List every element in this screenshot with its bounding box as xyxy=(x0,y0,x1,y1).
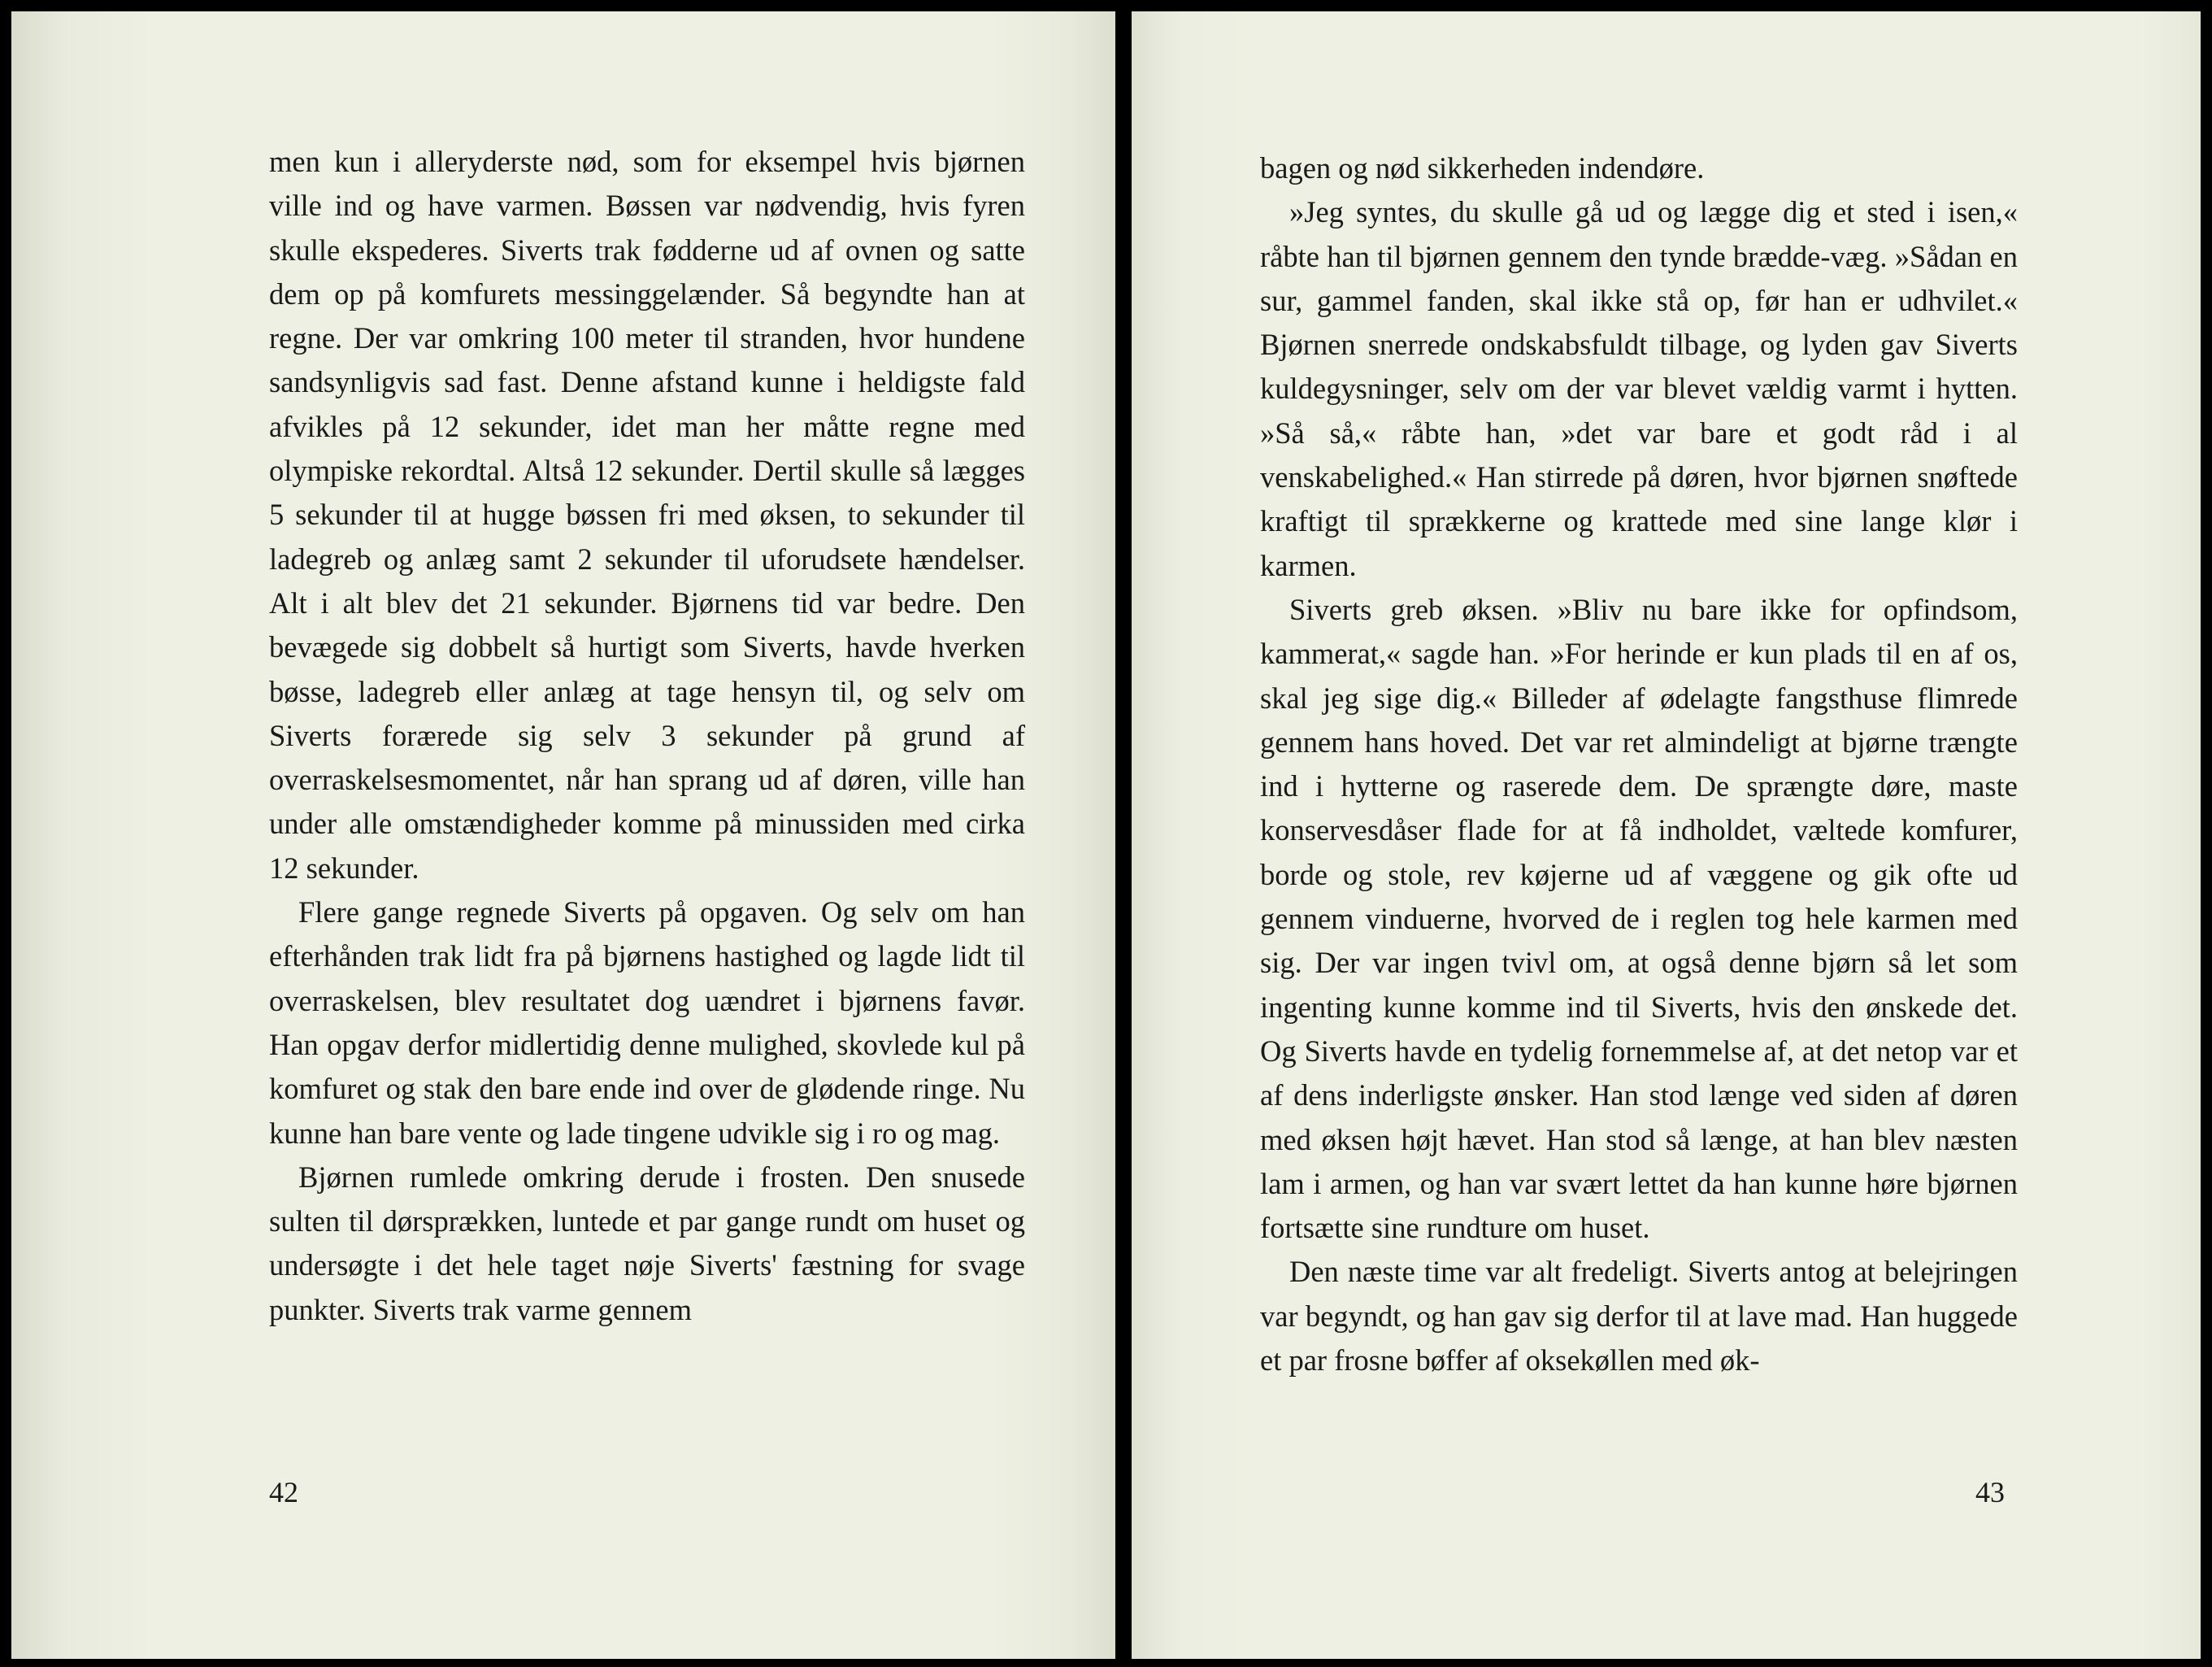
right-page-text xyxy=(1260,146,2018,1382)
left-page-number: 42 xyxy=(269,1476,298,1508)
gutter-divider xyxy=(1115,0,1132,1667)
right-page-number: 43 xyxy=(1975,1476,2005,1508)
right-paragraph-4: Den næste time var alt fredeligt. Siverts antog at belejringen var begyndt, og han gav sig derfor til at lave mad. Han huggede et par frosne bøffer af oksekøllen med øk- xyxy=(1260,1255,2018,1378)
left-page xyxy=(11,11,1115,1659)
right-page xyxy=(1132,11,2201,1659)
right-paragraph-1: bagen og nød sikkerheden indendøre. xyxy=(1260,151,1705,185)
left-page-text xyxy=(269,140,1025,1332)
left-paragraph-3: Bjørnen rumlede omkring derude i frosten. Den snusede sulten til dørsprækken, luntede et par gange rundt om huset og undersøgte i det hele taget nøje Siverts' fæstning for svage punkter. Siverts trak varme gennem xyxy=(269,1160,1025,1326)
left-paragraph-1: men kun i alleryderste nød, som for eksempel hvis bjørnen ville ind og have varmen. Bøssen var nødvendig, hvis fyren skulle ekspederes. Siverts trak fødderne ud af ovnen og satte dem op på komfurets messinggelænder. Så begyndte han at regne. Der var omkring 100 meter til stranden, hvor hundene sandsynligvis sad fast. Denne afstand kunne i heldigste fald afvikles på 12 sekunder, idet man her måtte regne med olympiske rekordtal. Altså 12 sekunder. Dertil skulle så lægges 5 sekunder til at hugge bøssen fri med øksen, to sekunder til ladegreb og anlæg samt 2 sekunder til uforudsete hændelser. Alt i alt blev det 21 sekunder. Bjørnens tid var bedre. Den bevægede sig dobbelt så hurtigt som Siverts, havde hverken bøsse, ladegreb eller anlæg at tage hensyn til, og selv om Siverts forærede sig selv 3 sekunder på grund af overraskelsesmomentet, når han sprang ud af døren, ville han under alle omstændigheder komme på minussiden med cirka 12 sekunder. xyxy=(269,145,1025,885)
right-paragraph-3: Siverts greb øksen. »Bliv nu bare ikke for opfindsom, kammerat,« sagde han. »For herinde er kun plads til en af os, skal jeg sige dig.« Billeder af ødelagte fangsthuse flimrede gennem hans hoved. Det var ret almindeligt at bjørne trængte ind i hytterne og raserede dem. De sprængte døre, maste konservesdåser flade for at få indholdet, væltede komfurer, borde og stole, rev køjerne ud af væggene og gik ofte ud gennem vinduerne, hvorved de i reglen tog hele karmen med sig. Der var ingen tvivl om, at også denne bjørn så let som ingenting kunne komme ind til Siverts, hvis den ønskede det. Og Siverts havde en tydelig fornemmelse af, at det netop var et af dens inderligste ønsker. Han stod længe ved siden af døren med øksen højt hævet. Han stod så længe, at han blev næsten lam i armen, og han var svært lettet da han kunne høre bjørnen fortsætte sine rundture om huset. xyxy=(1260,592,2018,1245)
right-paragraph-2: »Jeg syntes, du skulle gå ud og lægge dig et sted i isen,« råbte han til bjørnen gennem den tynde brædde-væg. »Sådan en sur, gammel fanden, skal ikke stå op, før han er udhvilet.« Bjørnen snerrede ondskabsfuldt tilbage, og lyden gav Siverts kuldegysninger, selv om der var blevet vældig varmt i hytten. »Så så,« råbte han, »det var bare et godt råd i al venskabelighed.« Han stirrede på døren, hvor bjørnen snøftede kraftigt til sprækkerne og krattede med sine lange klør i karmen. xyxy=(1260,195,2018,582)
left-paragraph-2: Flere gange regnede Siverts på opgaven. Og selv om han efterhånden trak lidt fra på bjørnens hastighed og lagde lidt til overraskelsen, blev resultatet dog uændret i bjørnens favør. Han opgav derfor midlertidig denne mulighed, skovlede kul på komfuret og stak den bare ende ind over de glødende ringe. Nu kunne han bare vente og lade tingene udvikle sig i ro og mag. xyxy=(269,895,1025,1150)
